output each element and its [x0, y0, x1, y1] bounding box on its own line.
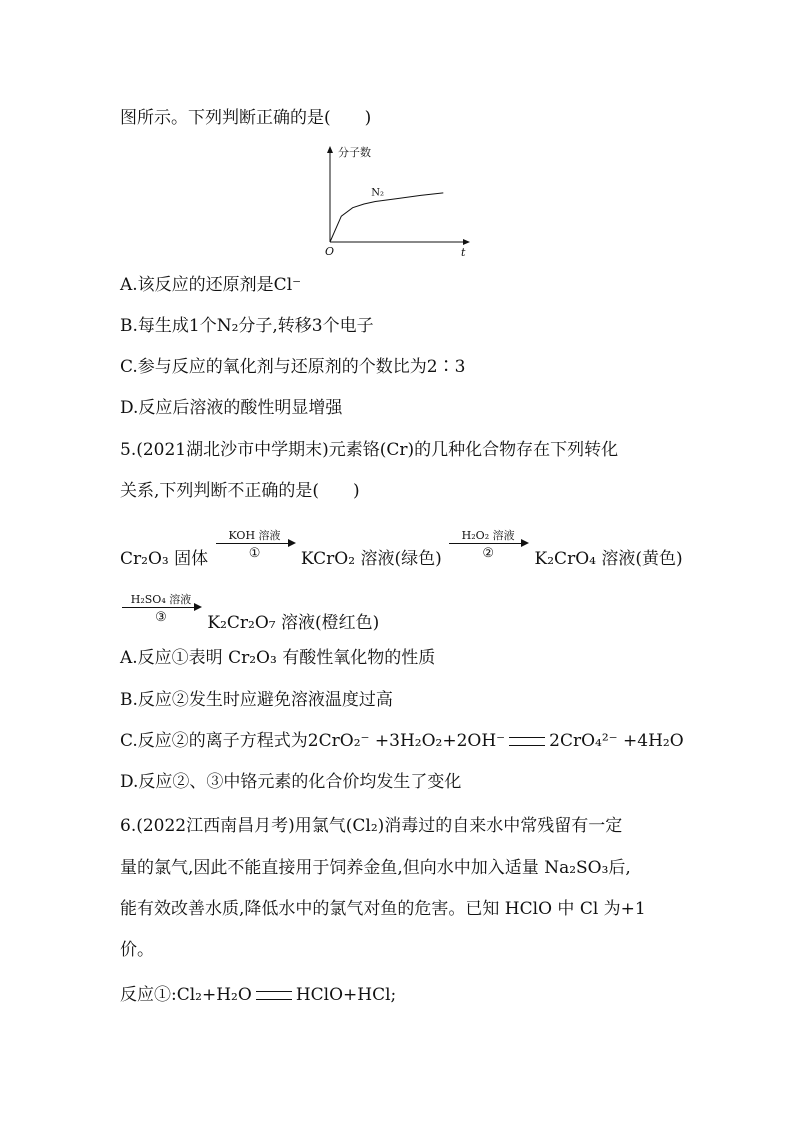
- arrow-3-step: ③: [155, 610, 167, 625]
- arrow-2-reagent: H₂O₂ 溶液: [461, 529, 515, 542]
- q6-reaction-1-right: HClO+HCl;: [295, 985, 397, 1005]
- q5-stem-line-1: 5.(2021湖北沙市中学期末)元素铬(Cr)的几种化合物存在下列转化: [120, 440, 619, 460]
- q4-option-c: C.参与反应的氧化剂与还原剂的个数比为2∶3: [120, 357, 466, 377]
- reaction-arrow-2: [447, 529, 529, 564]
- n2-molecule-chart: [318, 142, 478, 262]
- y-axis-arrow: [327, 146, 333, 153]
- x-axis-label: t: [461, 246, 466, 259]
- y-axis-label: 分子数: [338, 146, 371, 159]
- product-kcro2: KCrO₂ 溶液(绿色): [300, 549, 442, 569]
- arrow-2-step: ②: [482, 546, 494, 561]
- q6-stem-line-2: 量的氯气,因此不能直接用于饲养金鱼,但向水中加入适量 Na₂SO₃后,: [120, 858, 631, 878]
- q4-option-b: B.每生成1个N₂分子,转移3个电子: [120, 316, 374, 336]
- arrow-1-head-icon: [288, 539, 296, 547]
- q4-option-a: A.该反应的还原剂是Cl⁻: [120, 275, 302, 295]
- reactant-cr2o3: Cr₂O₃ 固体: [120, 549, 209, 569]
- q6-reaction-1: [120, 983, 396, 1007]
- q5-reaction-scheme-line-1: [120, 529, 683, 571]
- reaction-arrow-3: [120, 593, 202, 628]
- product-k2cro4: K₂CrO₄ 溶液(黄色): [534, 549, 683, 569]
- q5-reaction-scheme-line-2: [120, 593, 380, 635]
- n2-curve: [330, 193, 443, 242]
- q5-stem-line-2: 关系,下列判断不正确的是( ): [120, 481, 360, 501]
- origin-label: O: [325, 245, 335, 258]
- n2-series-label: N₂: [371, 187, 385, 199]
- q4-option-d: D.反应后溶液的酸性明显增强: [120, 398, 343, 418]
- question-4-intro: 图所示。下列判断正确的是( ): [120, 108, 372, 128]
- arrow-1-step: ①: [248, 546, 261, 561]
- equals-sign-icon: [256, 991, 292, 1000]
- q5-option-c-left: C.反应②的离子方程式为2CrO₂⁻ +3H₂O₂+2OH⁻: [120, 731, 506, 751]
- x-axis-arrow: [463, 239, 470, 245]
- reaction-arrow-1: [214, 529, 296, 564]
- product-k2cr2o7: K₂Cr₂O₇ 溶液(橙红色): [207, 613, 380, 633]
- q6-stem-line-4: 价。: [120, 940, 154, 960]
- q6-stem-line-3: 能有效改善水质,降低水中的氯气对鱼的危害。已知 HClO 中 Cl 为+1: [120, 899, 646, 919]
- arrow-3-head-icon: [194, 603, 202, 611]
- arrow-2-head-icon: [521, 539, 529, 547]
- arrow-3-reagent: H₂SO₄ 溶液: [130, 593, 192, 606]
- q5-option-d: D.反应②、③中铬元素的化合价均发生了变化: [120, 772, 462, 792]
- arrow-1-reagent: KOH 溶液: [228, 529, 281, 542]
- q6-stem-line-1: 6.(2022江西南昌月考)用氯气(Cl₂)消毒过的自来水中常残留有一定: [120, 816, 623, 836]
- q5-option-a: A.反应①表明 Cr₂O₃ 有酸性氧化物的性质: [120, 648, 436, 668]
- q5-option-c-right: 2CrO₄²⁻ +4H₂O: [549, 731, 684, 751]
- equals-sign-icon: [509, 737, 545, 746]
- q5-option-b: B.反应②发生时应避免溶液温度过高: [120, 690, 393, 710]
- q6-reaction-1-left: 反应①:Cl₂+H₂O: [120, 985, 252, 1005]
- q5-option-c: [120, 729, 684, 753]
